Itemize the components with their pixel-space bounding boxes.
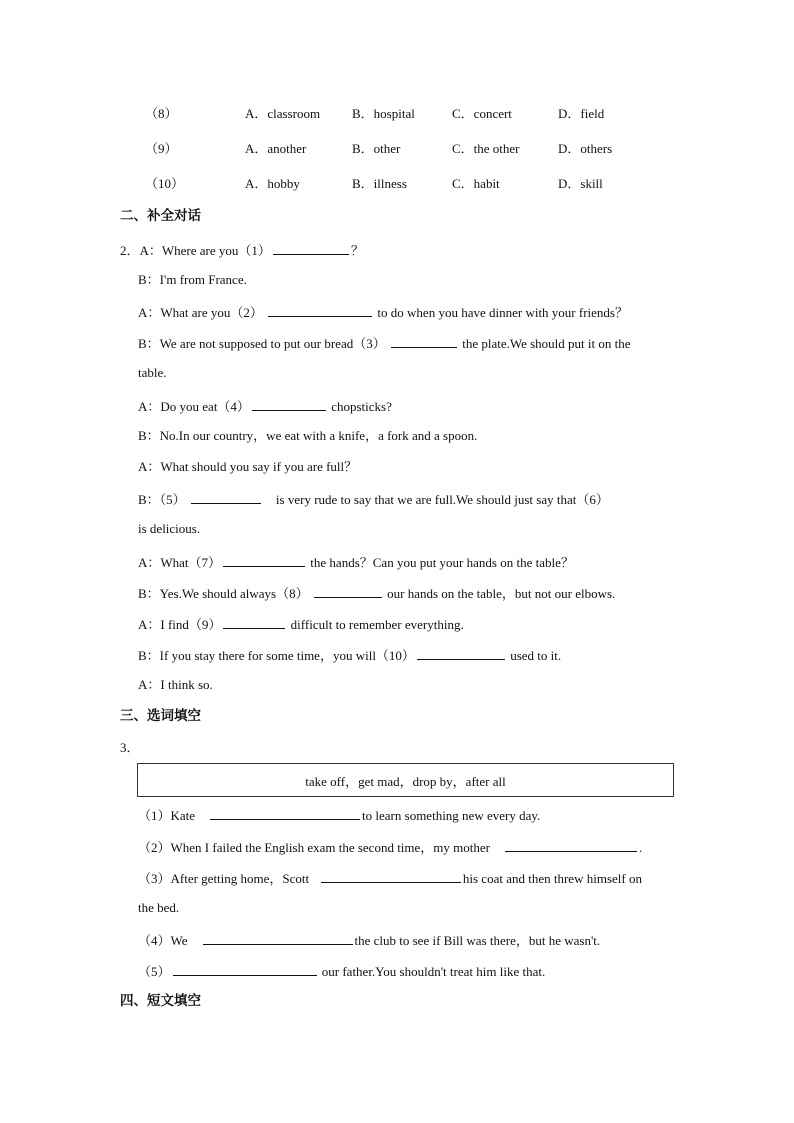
- option-b[interactable]: B．other: [352, 141, 401, 156]
- dialogue-line: A：What are you（2） to do when you have dinner with your friends？: [138, 305, 628, 320]
- dialogue-line: B：I'm from France.: [138, 272, 247, 287]
- option-b[interactable]: B．illness: [352, 176, 407, 191]
- blank-8[interactable]: [314, 585, 382, 598]
- blank-5[interactable]: [191, 491, 261, 504]
- section-title: 二、补全对话: [120, 208, 201, 223]
- question-number: （8）: [145, 106, 178, 121]
- blank-9[interactable]: [223, 616, 285, 629]
- option-a[interactable]: A．classroom: [245, 106, 321, 121]
- choice-row: [0, 177, 794, 193]
- answer-blank-1[interactable]: [210, 807, 360, 820]
- question-number: （9）: [145, 141, 178, 156]
- dialogue-line: A：I think so.: [138, 677, 213, 692]
- fill-question: （5） our father.You shouldn't treat him like that.: [138, 964, 546, 979]
- option-d[interactable]: D．field: [558, 106, 605, 121]
- option-c[interactable]: C．concert: [452, 106, 512, 121]
- answer-blank-4[interactable]: [203, 932, 353, 945]
- answer-blank-2[interactable]: [505, 839, 637, 852]
- dialogue-line: B：Yes.We should always（8） our hands on the table，but not our elbows.: [138, 586, 616, 601]
- dialogue-line: B：（5） is very rude to say that we are full.We should just say that（6）: [138, 492, 609, 507]
- blank-2[interactable]: [268, 304, 372, 317]
- dialogue-line: A：What（7） the hands？Can you put your hands on the table？: [138, 555, 574, 570]
- dialogue-line: A：What should you say if you are full？: [138, 459, 358, 474]
- blank-10[interactable]: [417, 647, 505, 660]
- dialogue-line: table.: [138, 365, 167, 380]
- answer-blank-3[interactable]: [321, 870, 461, 883]
- question-number: （10）: [145, 176, 185, 191]
- dialogue-line: B：If you stay there for some time，you will（10） used to it.: [138, 648, 562, 663]
- choice-row: [0, 107, 794, 123]
- word-box-text: take off，get mad，drop by，after all: [305, 773, 506, 789]
- dialogue-line: 2．A：Where are you（1） ？: [120, 243, 364, 258]
- dialogue-line: B：We are not supposed to put our bread（3） the plate.We should put it on the: [138, 336, 631, 351]
- answer-blank-5[interactable]: [173, 963, 317, 976]
- option-c[interactable]: C．the other: [452, 141, 520, 156]
- option-d[interactable]: D．skill: [558, 176, 603, 191]
- fill-question: （4）We the club to see if Bill was there，but he wasn't.: [138, 933, 601, 948]
- fill-question: （1）Kate to learn something new every day.: [138, 808, 541, 823]
- blank-4[interactable]: [252, 398, 326, 411]
- blank-7[interactable]: [223, 554, 305, 567]
- fill-question-continuation: the bed.: [138, 900, 180, 915]
- dialogue-line: A：Do you eat（4） chopsticks?: [138, 399, 392, 414]
- option-d[interactable]: D．others: [558, 141, 613, 156]
- option-a[interactable]: A．hobby: [245, 176, 300, 191]
- blank-1[interactable]: [273, 242, 349, 255]
- choice-row: [0, 142, 794, 158]
- question-number: 3．: [120, 740, 140, 755]
- blank-3[interactable]: [391, 335, 457, 348]
- word-box: [137, 763, 674, 797]
- fill-question: （3）After getting home，Scott his coat and then threw himself on: [138, 871, 642, 886]
- option-a[interactable]: A．another: [245, 141, 307, 156]
- dialogue-line: is delicious.: [138, 521, 201, 536]
- section-title: 四、短文填空: [120, 993, 201, 1008]
- section-title: 三、选词填空: [120, 708, 201, 723]
- fill-question: （2）When I failed the English exam the second time，my mother .: [138, 840, 643, 855]
- option-c[interactable]: C．habit: [452, 176, 500, 191]
- option-b[interactable]: B．hospital: [352, 106, 415, 121]
- dialogue-line: A：I find（9） difficult to remember everything.: [138, 617, 464, 632]
- dialogue-line: B：No.In our country，we eat with a knife，a fork and a spoon.: [138, 428, 478, 443]
